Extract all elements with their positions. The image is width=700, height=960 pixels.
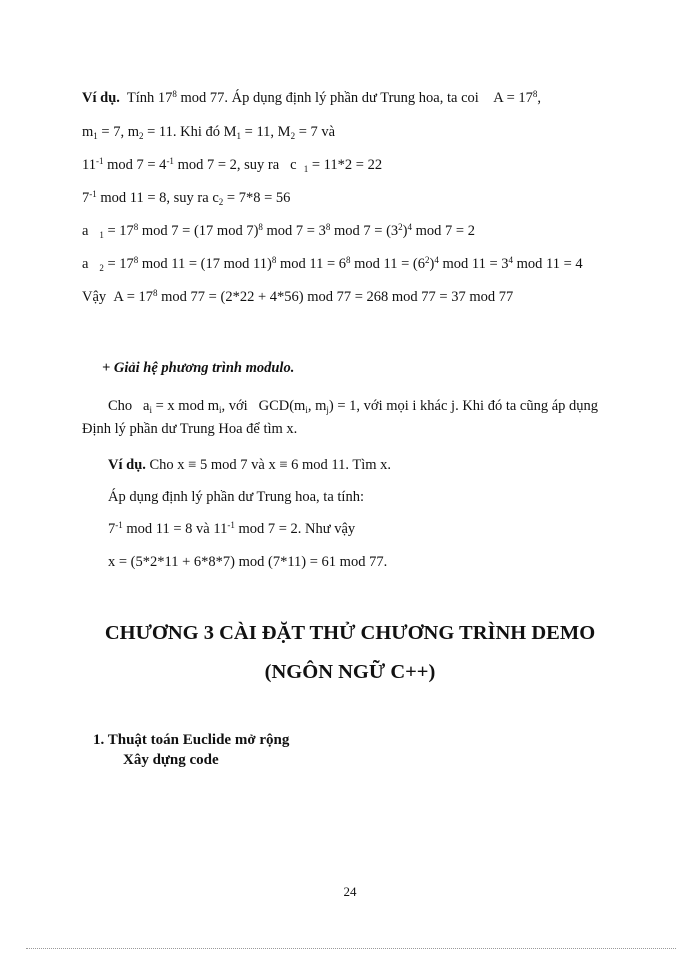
example-2-line-3: $7^{-1}$ mod 11 = 8 và $11^{-1}$ mod 7 = 2. Như vậy <box>108 520 356 537</box>
chapter-subtitle: (NGÔN NGỮ C++) <box>264 661 436 683</box>
example-2-line: Ví dụ. Cho x ≡ 5 mod 7 và x ≡ 6 mod 11. Tìm x. <box>108 457 392 473</box>
section-paragraph-line-2: Định lý phần dư Trung Hoa để tìm x. <box>82 421 298 437</box>
section-title: + Giải hệ phương trình modulo. <box>102 360 295 376</box>
example-label: Ví dụ. <box>108 457 146 473</box>
example-1-line-3: $11^{-1}$ mod $7 = 4^{-1}$ mod 7 = 2, suy ra c $_1$ = 11*2 = 22 <box>82 156 383 174</box>
example-1-line-2: $m_1 = 7$, $m_2 = 11$. Khi đó $M_1 = 11$, $M_2 = 7$ và <box>82 124 336 141</box>
example-1-line-1: Ví dụ. Tính $17^8$ mod 77. Áp dụng định lý phần dư Trung hoa, ta coi $A = 17^8$, <box>82 89 542 106</box>
page-number: 24 <box>343 884 357 899</box>
example-2-line-4: x = (5*2*11 + 6*8*7) mod (7*11) = 61 mod 77. <box>108 554 388 570</box>
example-1-line-5: a $_1 = 17^8$ mod 7 = (17 mod 7)$^8$ mod $7 = 3^8$ mod $7 = (3^2)^4$ mod 7 = 2 <box>82 222 475 240</box>
example-1-line-6: a $_2 = 17^8$ mod 11 = (17 mod 11)$^8$ mod $11 = 6^8$ mod $11 = (6^2)^4$ mod $11 = 3^4$ mod 11 = 4 <box>82 255 583 273</box>
chapter-title: CHƯƠNG 3 CÀI ĐẶT THỬ CHƯƠNG TRÌNH DEMO <box>104 622 596 644</box>
section-paragraph-line-1: Cho $a_i = x$ mod $m_i$, với $GCD(m_i$, $m_j) = 1$, với mọi i khác j. Khi đó ta cũng áp dụng <box>108 398 599 415</box>
example-1-line-7: Vậy $A = 17^8$ mod 77 = (2*22 + 4*56) mod 77 = 268 mod 77 = 37 mod 77 <box>82 288 514 305</box>
page-bottom-divider <box>26 948 676 949</box>
example-label: Ví dụ. <box>82 90 120 106</box>
subsection-subtitle: Xây dựng code <box>123 752 219 768</box>
subsection-title: 1. Thuật toán Euclide mở rộng <box>93 732 290 748</box>
example-2-line-2: Áp dụng định lý phần dư Trung hoa, ta tính: <box>108 489 364 505</box>
example-1-line-4: $7^{-1}$ mod 11 = 8, suy ra $c_2 = 7*8 = 56$ <box>82 189 291 207</box>
